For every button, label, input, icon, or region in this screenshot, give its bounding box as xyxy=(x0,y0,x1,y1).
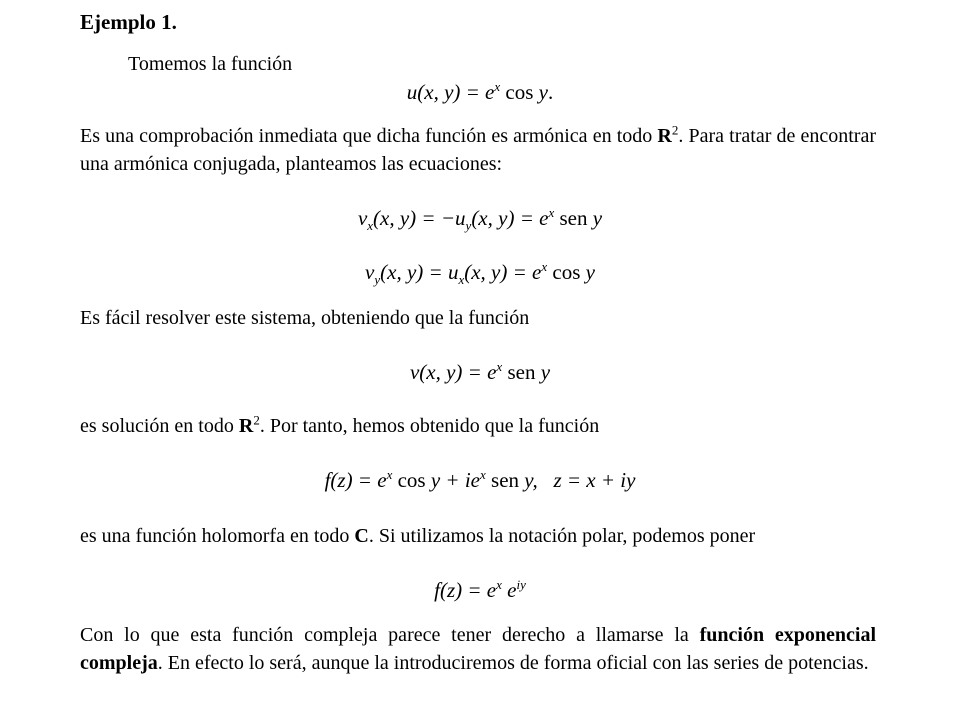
intro-text: Tomemos la función xyxy=(128,53,293,75)
equation-polar-exp2: iy xyxy=(516,577,526,592)
paragraph-3-sup: 2 xyxy=(253,412,260,428)
paragraph-5-bold: función exponencial compleja xyxy=(80,624,877,674)
equation-v-lhs: v(x, y) = e xyxy=(409,360,497,384)
equation-vy xyxy=(0,258,960,286)
equation-vy-mid2: (x, y) = e xyxy=(464,260,542,284)
paragraph-5 xyxy=(80,621,876,677)
equation-vx-fn: sen xyxy=(554,206,593,230)
equation-v xyxy=(0,358,960,386)
equation-vx-v: v xyxy=(357,206,368,230)
equation-vy-mid1: (x, y) = u xyxy=(380,260,459,284)
paragraph-3-after: . Por tanto, hemos obtenido que la función xyxy=(259,415,600,437)
paragraph-4-text: es una función holomorfa en todo xyxy=(80,525,355,547)
equation-vy-sub1: y xyxy=(374,272,381,288)
paragraph-1-text: Es una comprobación inmediata que dicha función es armónica en todo xyxy=(80,125,658,147)
equation-vx-exp: x xyxy=(548,205,555,220)
paragraph-1 xyxy=(80,122,876,178)
equation-u-end: . xyxy=(547,80,554,104)
equation-u-fn: cos xyxy=(500,80,539,104)
equation-f-b: y + ie xyxy=(430,468,480,492)
equation-u-var: y xyxy=(538,80,548,104)
equation-vx-var: y xyxy=(592,206,603,230)
equation-vy-sub2: x xyxy=(458,272,465,288)
paragraph-2: Es fácil resolver este sistema, obteniendo que la función xyxy=(80,307,530,329)
equation-vy-v: v xyxy=(365,260,375,284)
equation-vy-var: y xyxy=(585,260,595,284)
equation-vx-mid2: (x, y) = e xyxy=(471,206,549,230)
equation-v-fn: sen xyxy=(502,360,541,384)
equation-vy-exp: x xyxy=(541,259,548,274)
paragraph-4 xyxy=(80,522,876,550)
paragraph-1-after: . Para tratar de encontrar una armónica conjugada, planteamos las ecuaciones: xyxy=(80,125,877,175)
paragraph-1-bold: R xyxy=(657,125,672,147)
equation-vx-sub1: x xyxy=(367,218,374,234)
paragraph-1-sup: 2 xyxy=(671,122,679,138)
equation-vx-mid1: (x, y) = −u xyxy=(373,206,466,230)
equation-vx xyxy=(0,204,960,232)
equation-v-var: y xyxy=(540,360,551,384)
equation-polar xyxy=(0,576,960,604)
paragraph-4-after: . Si utilizamos la notación polar, podemos poner xyxy=(368,525,756,547)
equation-f-c: y, z = x + iy xyxy=(524,468,636,492)
paragraph-3-text: es solución en todo xyxy=(80,415,239,437)
equation-polar-exp1: x xyxy=(496,577,502,592)
paragraph-3 xyxy=(80,412,599,440)
paragraph-3-bold: R xyxy=(238,415,254,437)
equation-polar-a: f(z) = e xyxy=(434,578,497,602)
equation-f-a: f(z) = e xyxy=(324,468,387,492)
equation-polar-b: e xyxy=(501,578,517,602)
paragraph-5-text: Con lo que esta función compleja parece tener derecho a llamarse la xyxy=(80,624,700,646)
example-heading: Ejemplo 1. xyxy=(80,10,177,34)
equation-f-exp2: x xyxy=(480,467,486,482)
equation-v-exp: x xyxy=(496,359,503,374)
equation-f-exp1: x xyxy=(386,467,393,482)
equation-u-exp: x xyxy=(494,79,501,94)
equation-u xyxy=(0,78,960,106)
paragraph-4-bold: C xyxy=(354,525,369,547)
equation-f-fn1: cos xyxy=(392,468,431,492)
equation-vx-sub2: y xyxy=(465,218,472,234)
equation-vy-fn: cos xyxy=(547,260,586,284)
paragraph-5-after: . En efecto lo será, aunque la introduciremos de forma oficial con las series de potencias. xyxy=(157,652,869,674)
equation-u-lhs: u(x, y) = e xyxy=(406,80,495,104)
equation-f-fn2: sen xyxy=(485,468,525,492)
equation-f xyxy=(0,466,960,494)
